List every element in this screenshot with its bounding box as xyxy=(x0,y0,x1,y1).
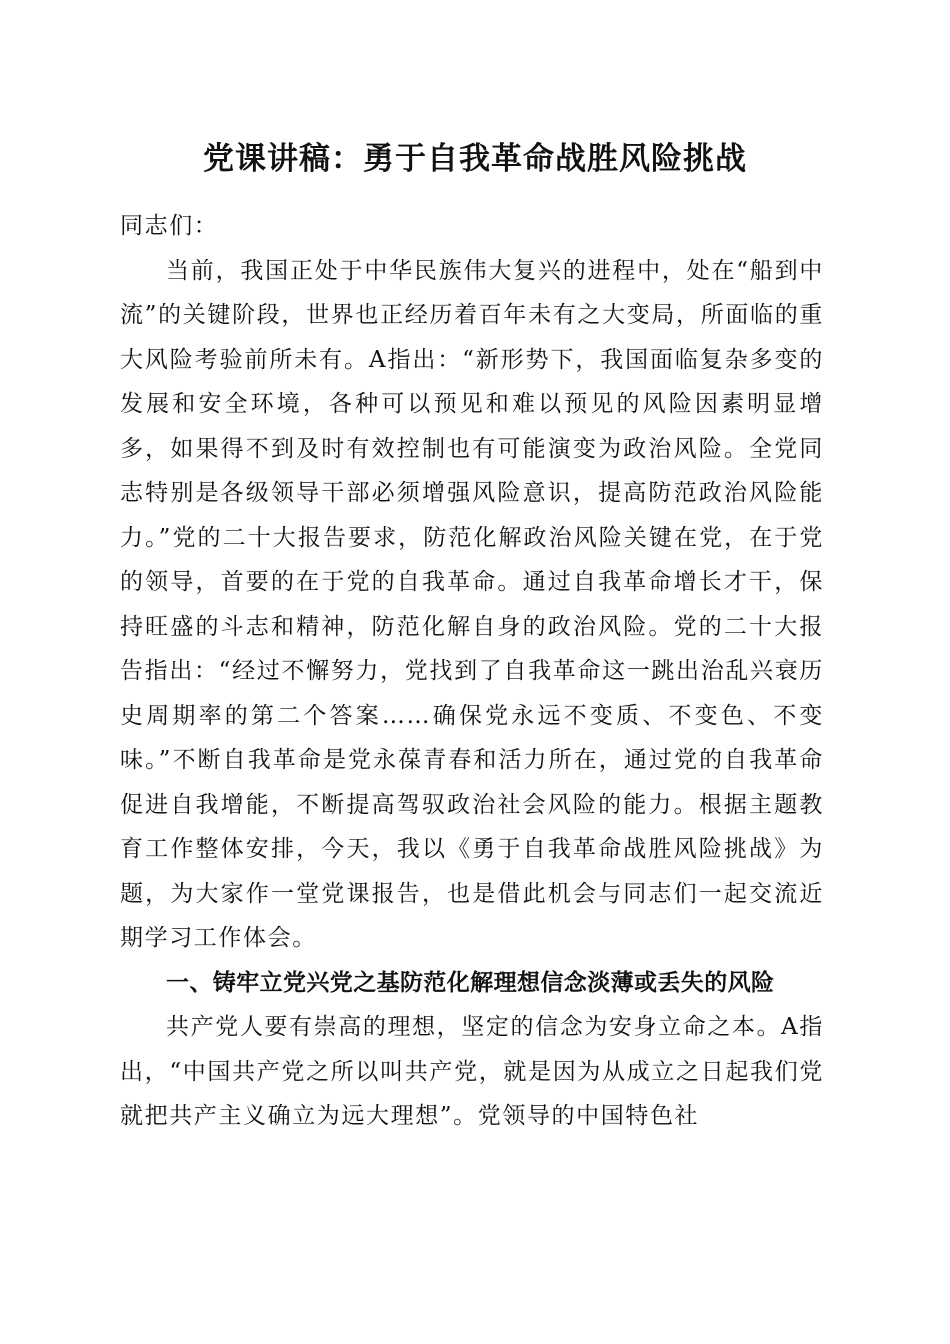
document-title: 党课讲稿：勇于自我革命战胜风险挑战 xyxy=(203,141,747,177)
paragraph-section-1: 共产党人要有崇高的理想，坚定的信念为安身立命之本。A指出，“中国共产党之所以叫共产党，就是因为从成立之日起我们党就把共产主义确立为远大理想”。党领导的中国特色社 xyxy=(120,1014,824,1129)
section-heading-1: 一、铸牢立党兴党之基防范化解理想信念淡薄或丢失的风险 xyxy=(166,969,775,996)
paragraph-intro: 当前，我国正处于中华民族伟大复兴的进程中，处在“船到中流”的关键阶段，世界也正经历着百年未有之大变局，所面临的重大风险考验前所未有。A指出：“新形势下，我国面临复杂多变的发展和安全环境，各种可以预见和难以预见的风险因素明显增多，如果得不到及时有效控制也有可能演变为政治风险。全党同志特别是各级领导干部必须增强风险意识，提高防范政治风险能力。”党的二十大报告要求，防范化解政治风险关键在党，在于党的领导，首要的在于党的自我革命。通过自我革命增长才干，保持旺盛的斗志和精神，防范化解自身的政治风险。党的二十大报告指出：“经过不懈努力，党找到了自我革命这一跳出治乱兴衰历史周期率的第二个答案……确保党永远不变质、不变色、不变味。”不断自我革命是党永葆青春和活力所在，通过党的自我革命促进自我增能，不断提高驾驭政治社会风险的能力。根据主题教育工作整体安排，今天，我以《勇于自我革命战胜风险挑战》为题，为大家作一堂党课报告，也是借此机会与同志们一起交流近期学习工作体会。 xyxy=(120,257,824,951)
salutation: 同志们： xyxy=(120,213,219,239)
document-body xyxy=(120,204,824,1139)
